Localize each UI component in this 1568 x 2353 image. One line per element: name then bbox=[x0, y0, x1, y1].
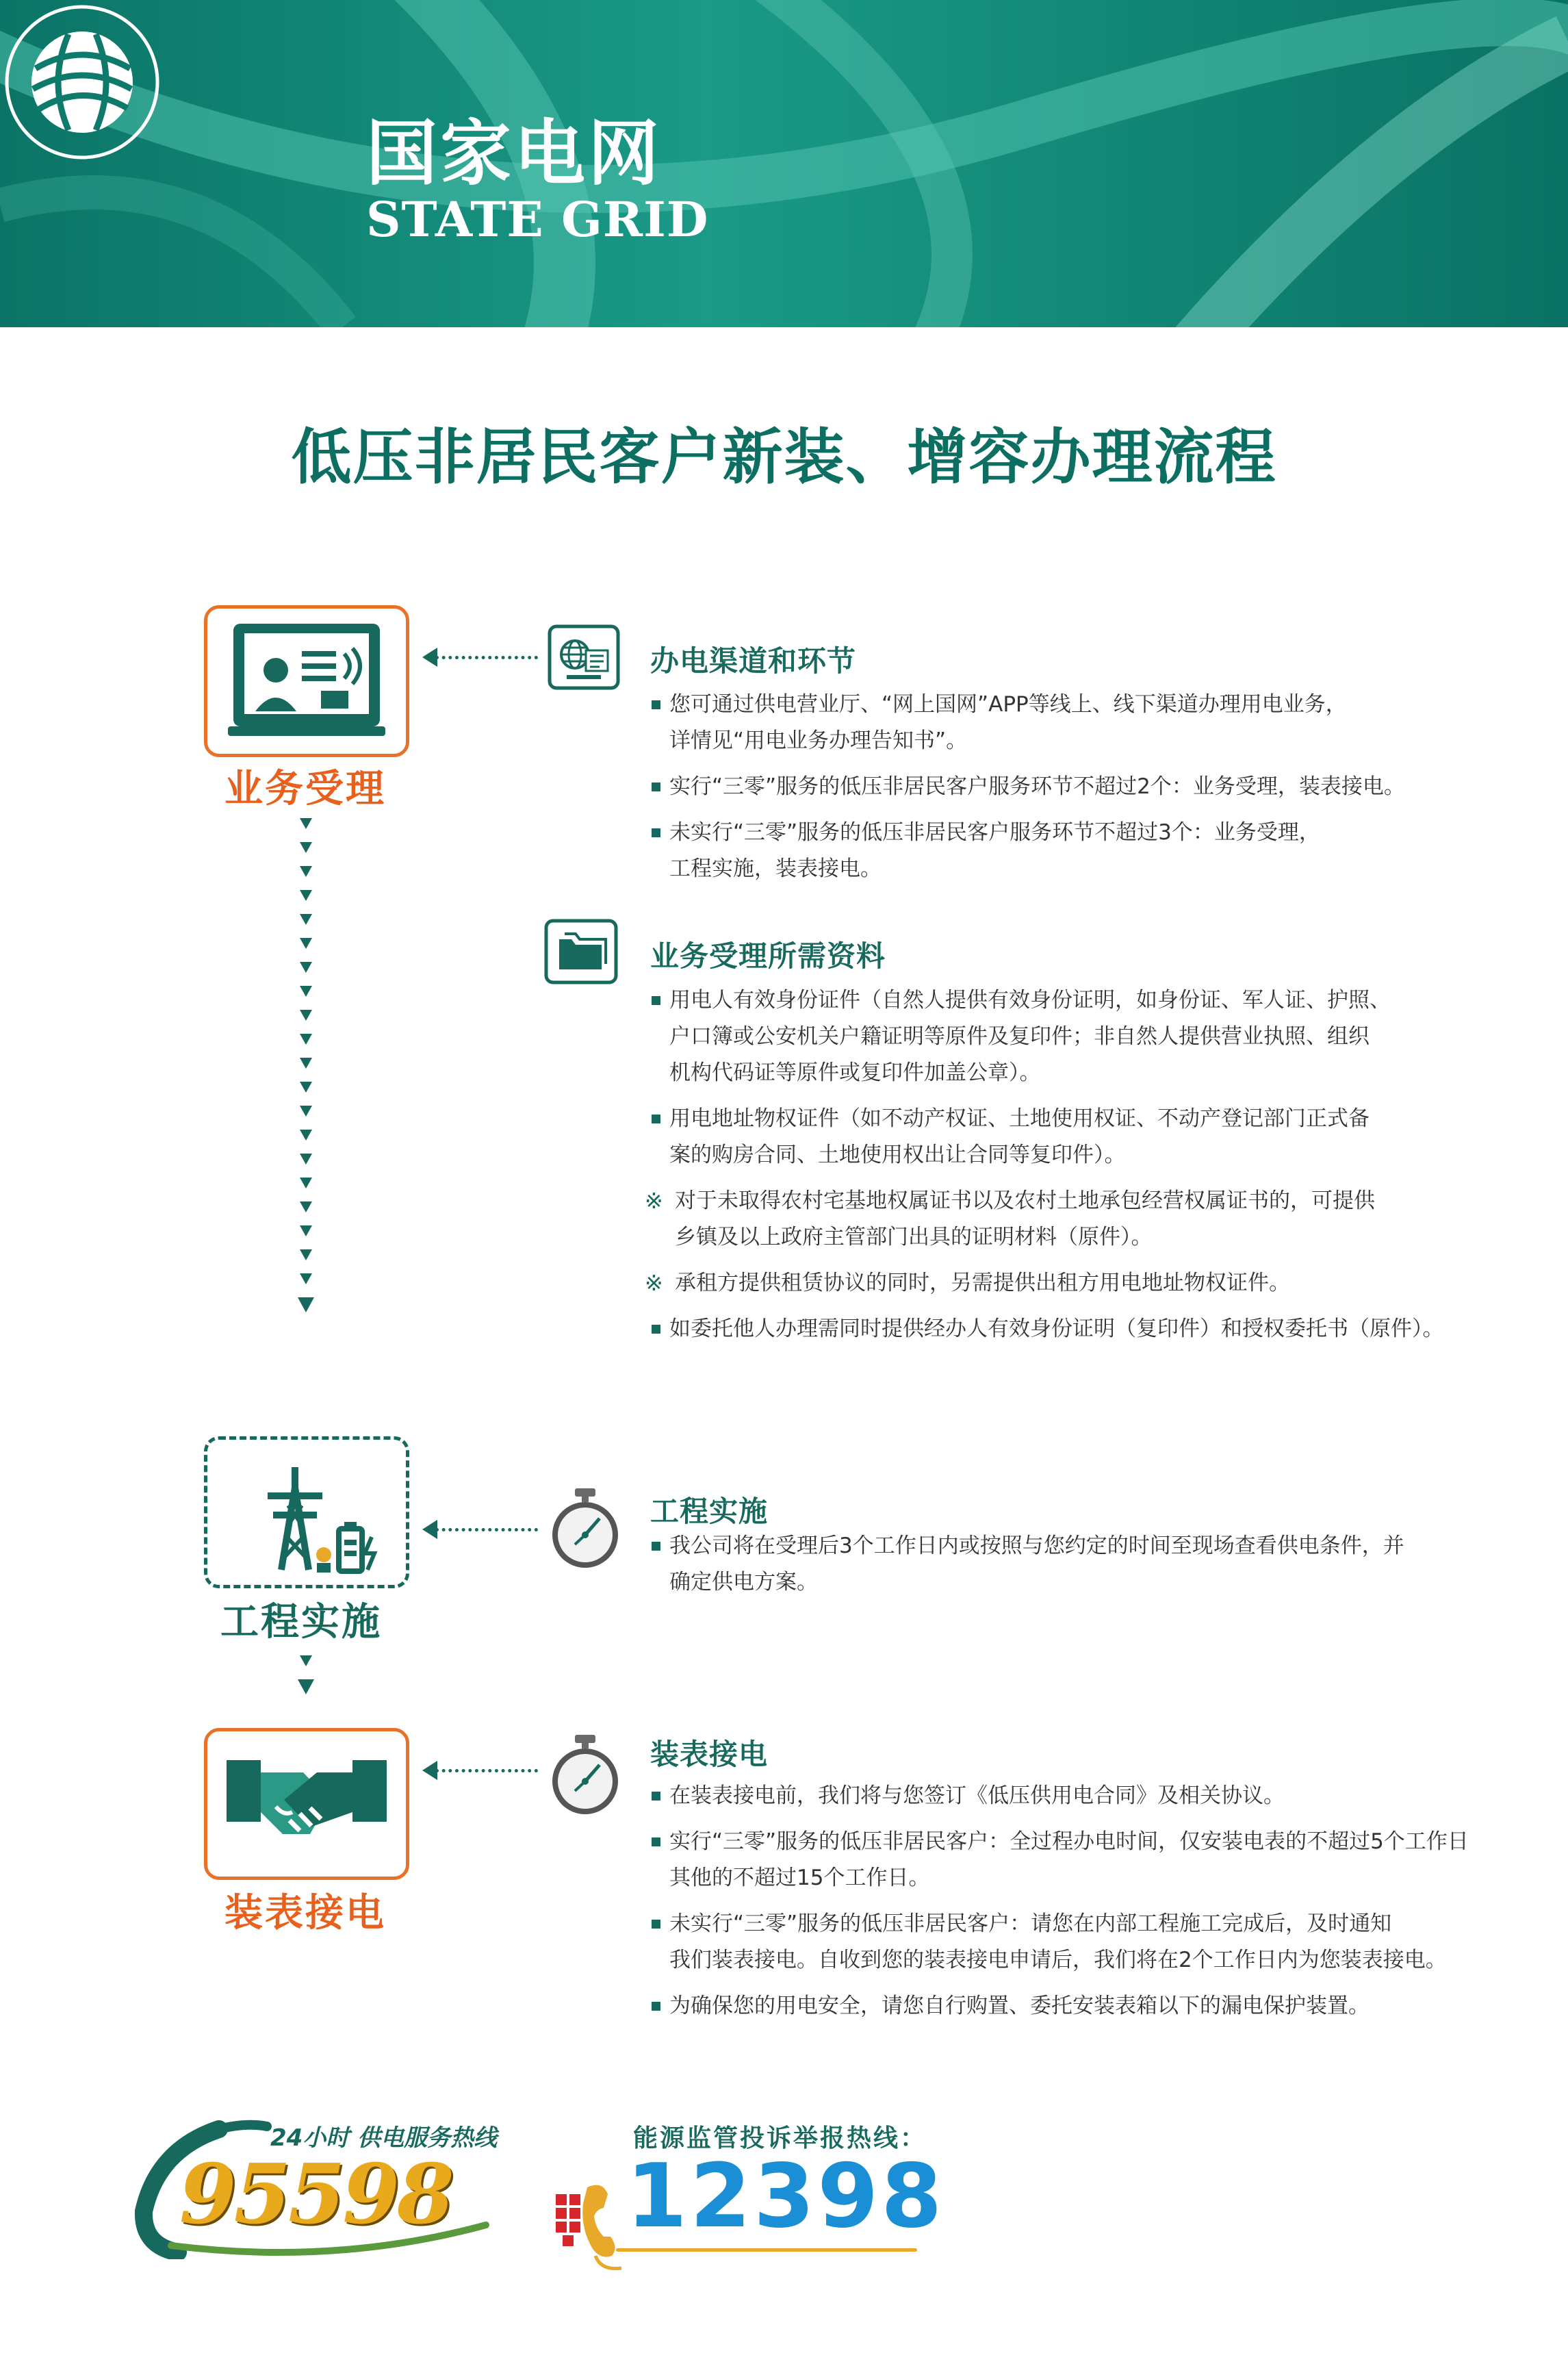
item-line: 工程实施，装表接电。 bbox=[669, 856, 882, 881]
item-line: 机构代码证等原件或复印件加盖公章）。 bbox=[669, 1060, 1041, 1085]
handshake-icon bbox=[207, 1731, 406, 1877]
header-banner bbox=[0, 0, 1568, 327]
state-grid-logo bbox=[0, 0, 164, 164]
item-line: 在装表接电前，我们将与您签订《低压供用电合同》及相关协议。 bbox=[669, 1783, 1285, 1808]
item-line: 用电人有效身份证件（自然人提供有效身份证明，如身份证、军人证、护照、 bbox=[669, 988, 1391, 1013]
arrow-left-icon bbox=[422, 1761, 437, 1780]
item-line: 其他的不超过15个工作日。 bbox=[669, 1866, 930, 1890]
complaint-underline bbox=[616, 2248, 917, 2252]
note-mark: ※ bbox=[645, 1270, 663, 1296]
section-body-materials bbox=[645, 982, 1560, 1357]
section-heading-channels: 办电渠道和环节 bbox=[650, 644, 857, 678]
step-box-construction bbox=[204, 1436, 409, 1588]
complaint-hotline-number: 12398 bbox=[626, 2146, 945, 2248]
globe-document-icon bbox=[548, 624, 620, 690]
item-line: 未实行“三零”服务的低压非居民客户服务环节不超过3个：业务受理， bbox=[669, 820, 1320, 845]
connector-line bbox=[435, 1528, 538, 1531]
stopwatch-icon bbox=[548, 1733, 623, 1816]
telephone-icon bbox=[553, 2174, 628, 2276]
section-body-channels bbox=[650, 687, 1560, 897]
list-item bbox=[650, 1778, 1560, 1814]
item-line: 为确保您的用电安全，请您自行购置、委托安装表箱以下的漏电保护装置。 bbox=[669, 1994, 1370, 2018]
item-line: 您可通过供电营业厅、“网上国网”APP等线上、线下渠道办理用电业务， bbox=[669, 692, 1347, 717]
step-label-acceptance: 业务受理 bbox=[224, 767, 386, 811]
list-item bbox=[650, 1101, 1560, 1173]
item-line: 承租方提供租赁协议的同时，另需提供出租方用电地址物权证件。 bbox=[675, 1271, 1290, 1295]
list-note bbox=[645, 1265, 1560, 1301]
step-box-metering bbox=[204, 1728, 409, 1880]
section-body-metering bbox=[650, 1778, 1560, 2034]
section-heading-metering: 装表接电 bbox=[650, 1738, 769, 1771]
customer-service-desk-icon bbox=[207, 609, 406, 754]
list-item bbox=[650, 1311, 1560, 1347]
brand-name-en: STATE GRID bbox=[366, 191, 709, 248]
section-heading-materials: 业务受理所需资料 bbox=[650, 939, 886, 973]
list-item bbox=[650, 1988, 1560, 2024]
item-line: 确定供电方案。 bbox=[669, 1570, 818, 1594]
list-item bbox=[650, 1528, 1560, 1601]
item-line: 实行“三零”服务的低压非居民客户服务环节不超过2个：业务受理，装表接电。 bbox=[669, 774, 1405, 799]
brand-name-cn: 国家电网 bbox=[366, 112, 663, 195]
section-heading-construction: 工程实施 bbox=[650, 1495, 769, 1528]
section-body-construction bbox=[650, 1528, 1560, 1610]
arrow-left-icon bbox=[422, 1520, 437, 1539]
item-line: 实行“三零”服务的低压非居民客户：全过程办电时间，仅安装电表的不超过5个工作日 bbox=[669, 1829, 1469, 1854]
folder-icon bbox=[544, 919, 618, 984]
step-label-construction: 工程实施 bbox=[220, 1600, 382, 1644]
list-item bbox=[650, 687, 1560, 759]
power-tower-icon bbox=[207, 1440, 406, 1585]
list-item bbox=[650, 1906, 1560, 1979]
hotline-number: 95598 bbox=[179, 2146, 452, 2243]
hotline-caption: 24小时 供电服务热线 bbox=[270, 2124, 498, 2152]
item-line: 乡镇及以上政府主管部门出具的证明材料（原件）。 bbox=[675, 1225, 1153, 1249]
item-line: 我公司将在受理后3个工作日内或按照与您约定的时间至现场查看供电条件，并 bbox=[669, 1534, 1404, 1558]
item-line: 用电地址物权证件（如不动产权证、土地使用权证、不动产登记部门正式备 bbox=[669, 1106, 1370, 1131]
item-line: 对于未取得农村宅基地权属证书以及农村土地承包经营权属证书的，可提供 bbox=[675, 1188, 1375, 1213]
item-line: 案的购房合同、土地使用权出让合同等复印件）。 bbox=[669, 1143, 1126, 1167]
note-mark: ※ bbox=[645, 1188, 663, 1214]
list-item bbox=[650, 769, 1560, 805]
item-line: 我们装表接电。自收到您的装表接电申请后，我们将在2个工作日内为您装表接电。 bbox=[669, 1948, 1447, 1972]
list-note bbox=[645, 1183, 1560, 1256]
list-item bbox=[650, 1824, 1560, 1896]
connector-line bbox=[435, 656, 538, 659]
step-box-acceptance bbox=[204, 605, 409, 757]
list-item bbox=[650, 982, 1560, 1091]
item-line: 如委托他人办理需同时提供经办人有效身份证明（复印件）和授权委托书（原件）。 bbox=[669, 1317, 1444, 1341]
connector-line bbox=[435, 1769, 538, 1772]
item-line: 未实行“三零”服务的低压非居民客户：请您在内部工程施工完成后，及时通知 bbox=[669, 1911, 1392, 1936]
list-item bbox=[650, 815, 1560, 887]
complaint-hotline-label: 能源监管投诉举报热线： bbox=[633, 2124, 927, 2152]
header-background bbox=[0, 0, 1568, 327]
step-label-metering: 装表接电 bbox=[224, 1891, 386, 1935]
item-line: 户口簿或公安机关户籍证明等原件及复印件；非自然人提供营业执照、组织 bbox=[669, 1024, 1370, 1049]
item-line: 详情见“用电业务办理告知书”。 bbox=[669, 728, 968, 753]
stopwatch-icon bbox=[548, 1487, 623, 1569]
page-title: 低压非居民客户新装、增容办理流程 bbox=[291, 422, 1277, 492]
arrow-left-icon bbox=[422, 648, 437, 667]
